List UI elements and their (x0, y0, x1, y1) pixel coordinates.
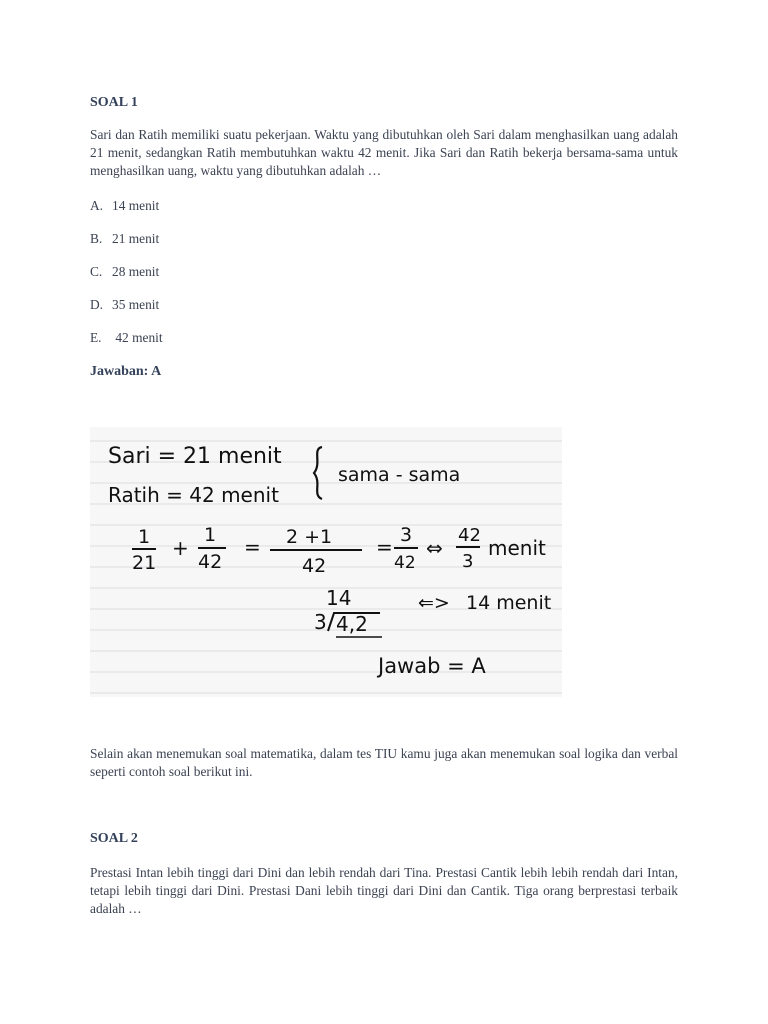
option-letter: B. (90, 231, 103, 246)
hw-frac2-den: 42 (198, 551, 223, 573)
transition-paragraph: Selain akan menemukan soal matematika, dalam tes TIU kamu juga akan menemukan soal logika dan verbal seperti contoh soal berikut ini. (90, 746, 678, 779)
option-e (90, 330, 163, 346)
hw-plus: + (172, 536, 189, 560)
soal1-answer: Jawaban: A (90, 364, 162, 379)
option-letter: A. (90, 198, 104, 213)
option-text: 42 menit (112, 330, 163, 345)
option-b (90, 231, 159, 247)
hw-frac3-den: 42 (302, 555, 327, 577)
hw-equals-2: = (376, 535, 393, 559)
hw-frac2-num: 1 (204, 524, 217, 546)
hw-result: 14 menit (466, 592, 552, 614)
option-text: 21 menit (112, 231, 160, 246)
hw-sari-line: Sari = 21 menit (108, 444, 282, 469)
hw-equals-1: = (244, 535, 261, 559)
handwritten-solution-svg (90, 427, 562, 697)
hw-arrow-1: ⇔ (426, 536, 443, 560)
option-letter: E. (90, 330, 102, 345)
option-letter: D. (90, 297, 104, 312)
option-letter: C. (90, 264, 103, 279)
hw-frac1-den: 21 (132, 552, 157, 574)
hw-ratih-line: Ratih = 42 menit (108, 483, 279, 507)
option-d (90, 297, 159, 313)
option-a (90, 198, 159, 214)
hw-frac3-num: 2 +1 (286, 526, 333, 548)
hw-frac4-den: 42 (394, 553, 416, 573)
hw-frac5-num: 42 (458, 525, 481, 546)
soal2-question: Prestasi Intan lebih tinggi dari Dini dan lebih rendah dari Tina. Prestasi Cantik lebih lebih rendah dari Intan, tetapi lebih tinggi dari Dini. Prestasi Dani lebih tinggi dari Dini dan Cantik. Tiga orang berprestasi terbaik adalah … (90, 865, 678, 916)
option-c (90, 264, 159, 280)
hw-frac4-num: 3 (400, 524, 413, 546)
hw-sama-sama: sama - sama (338, 464, 461, 486)
soal1-heading: SOAL 1 (90, 95, 138, 110)
option-text: 35 menit (112, 297, 160, 312)
soal2-heading: SOAL 2 (90, 831, 138, 846)
option-text: 14 menit (112, 198, 160, 213)
option-text: 28 menit (112, 264, 160, 279)
handwritten-solution-image (90, 427, 562, 697)
hw-dividend: 4,2 (336, 612, 368, 636)
hw-arrow-2: ⇐> (418, 592, 450, 614)
hw-quotient: 14 (326, 586, 352, 610)
hw-frac5-den: 3 (462, 551, 474, 572)
hw-frac1-num: 1 (138, 526, 151, 548)
hw-conclusion: Jawab = A (378, 654, 486, 678)
soal1-question: Sari dan Ratih memiliki suatu pekerjaan. Waktu yang dibutuhkan oleh Sari dalam menghasilkan uang adalah 21 menit, sedangkan Ratih membutuhkan waktu 42 menit. Jika Sari dan Ratih bekerja bersama-sama untuk menghasilkan uang, waktu yang dibutuhkan adalah … (90, 127, 678, 178)
hw-divisor: 3 (314, 610, 327, 634)
hw-menit-1: menit (488, 536, 546, 560)
